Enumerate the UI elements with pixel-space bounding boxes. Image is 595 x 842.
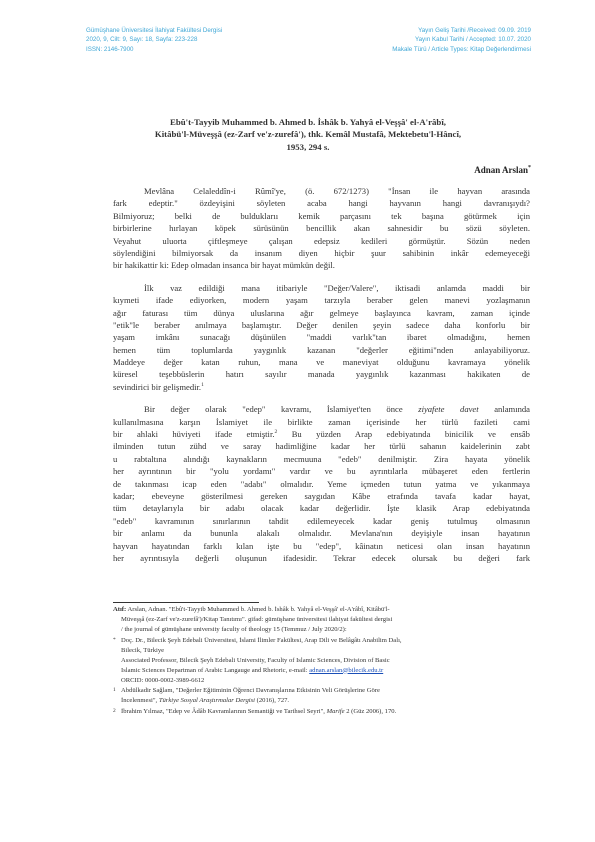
article-body <box>113 185 530 574</box>
author-email-link[interactable]: adnan.arslan@bilecik.edu.tr <box>309 666 384 674</box>
body-line: "edeb" kavramının sınırlarının tahdit edilemeyecek kadar geniş tutulmuş olmasının <box>113 515 530 526</box>
body-line: "etik"le beraber anılmaya başlamıştır. Değer denilen şeyin sadece daha konforlu bir <box>113 319 530 330</box>
received-date: Yayın Geliş Tarihi /Received: 09.09. 2019 <box>418 27 531 34</box>
body-line: Bir değer olarak "edep" kavramı, İslamiyet'ten önce ziyafete davet anlamında <box>144 404 530 415</box>
body-line: ilminden tutun zühd ve saray hadimliğine kadar her türlü sahanın kaidelerinin zabt <box>113 441 530 452</box>
orcid: ORCID: 0000-0002-3989-6612 <box>121 676 205 684</box>
body-line: kadar; ebeveyne gösterilmesi gereken saygıdan Kâbe etrafında tavafa kadar hayat, <box>113 490 530 501</box>
body-line: her ayrıntısıyla değerli oluşunun ifadesidir. Tekrar edecek olursak bu değeri fark <box>113 552 530 563</box>
body-line: u rabtaltına alındığı kaynakların mecmuuna "edeb" denilmiştir. Zira hayata yönelik <box>113 453 530 464</box>
body-line: tüm detaylarıyla bir adabı olacak kadar değerlidir. İşte klasik Arap edebiyatında <box>113 503 530 514</box>
paragraph-1 <box>113 185 530 272</box>
footnote-divider <box>113 602 259 603</box>
body-line: bir ahlaki hüviyeti ifade etmiştir.$^2$ Bu yüzden Arap edebiyatında binicilik ve ensâb <box>113 429 530 440</box>
body-line: de takınması icap eden "adabı" olmalıdır. Yeme içmeden tutun yatma ve yıkanmaya <box>113 478 530 489</box>
journal-issn: ISSN: 2146-7900 <box>86 45 134 53</box>
paragraph-3 <box>113 403 530 564</box>
body-line: Bilmiyoruz; belki de bulduklarıı kemik parçasını tek başına götürmek için <box>113 210 530 221</box>
author-name: Adnan Arslan* <box>474 165 531 175</box>
footnote-2: 2 İbrahim Yılmaz, "Edep ve Âdâb Kavramlarının Semantiği ve Tarihsel Seyri", Marife 2 (Güz 2006), 170. <box>113 707 397 715</box>
body-line: kıymeti ifade ediyorken, modern yaşam tarzıyla beraber gelen manevi yozlaşmanın <box>113 295 530 306</box>
body-line: küresel teşebbüslerin hatırı sayılır manada yaygınlık kazanması hakikaten de <box>113 369 530 380</box>
body-line: Maddeye değer katan ruhun, mana ve maneviyat olduğunu kavramaya yönelik <box>113 357 530 368</box>
journal-name: Gümüşhane Üniversitesi İlahiyat Fakültesi Dergisi <box>86 27 223 34</box>
article-title <box>86 116 530 153</box>
author-note-mark: * <box>528 165 531 171</box>
body-line: söylendiğini bilmiyorsak da insanım diyen hiçbir şuur sahibinin inkâr edemeyeceği <box>113 247 530 258</box>
footnote-ref-1[interactable]: 1 <box>201 382 204 388</box>
footnote-ref-2[interactable]: 2 <box>274 429 278 436</box>
footnote-1: 1 Abdülkadir Sağlam, "Değerler Eğitiminin Öğrenci Davranışlarına Etkisinin Veli Görüşlerine Göre İncelenmesi", Türkiye Sosyal Araştırmalar Dergisi (2016), 727. <box>113 687 380 704</box>
accepted-date: Yayın Kabul Tarihi / Accepted: 10.07. 2020 <box>414 36 531 44</box>
journal-header <box>86 26 326 54</box>
journal-issue: 2020, 9, Cilt: 9, Sayı: 18, Sayfa: 223-228 <box>86 36 198 44</box>
citation-line: / the journal of gümüşhane university faculty of theology 15 (Temmuz / July 2020/2): <box>121 626 347 633</box>
body-line: Veyahut uluorta çiftleşmeye çalışan edepsiz kedileri görmüştür. Sözün neden <box>113 235 530 246</box>
body-line: kullanılmasına karşın İslamiyet ile birlikte zaman içerisinde her türlü fazileti cami <box>113 416 530 427</box>
body-line: yaşam imkânı sunacağı düşünülen "maddi varlık"tan ibaret olmadığını, hemen <box>113 332 530 343</box>
title-line: Ebû't-Tayyib Muhammed b. Ahmed b. İshâk b. Yahyâ el-Veşşâ' el-A'râbî, <box>170 117 446 127</box>
body-line: Mevlâna Celaleddîn-i Rûmî'ye, (ö. 672/1273) "İnsan ile hayvan arasında <box>144 186 530 196</box>
citation-line: Müveşşâ (ez-Zarf ve'z-zurefâ')/Kitap Tanıtımı". gifad: gümüşhane üniversitesi ilahiyat fakültesi dergisi <box>121 616 393 623</box>
body-line: hemen tüm toplumlarda yaygınlık kazanan "değerler eğitimi"nden anlayabiliyoruz. <box>113 344 530 355</box>
body-line: ağır faturası tüm dünya uluslarına ağır gelmeye başlayınca kavram, zaman içinde <box>113 307 530 318</box>
body-line: hayvan hayatından farklı kılan işte bu "edep", kâinatın neticesi olan insan hayatının <box>113 540 530 551</box>
body-line: her ayrıntının bir "yolu yordamı" vardır ve bu ayrıntılarla mübaşeret eden fertlerin <box>113 466 530 477</box>
body-line: bir anlamı da bununla alakalı olmalıdır. Mevlana'nın deyişiyle insan hayatının <box>113 528 530 539</box>
citation-note: Atıf: Arslan, Adnan. "Ebû't-Tayyib Muhammed b. Ahmed b. İshâk b. Yahyâ el-Veşşâ' el-A'râbî, Kitâbü'l- Müveşşâ (ez-Zarf ve'z-zurefâ')/Kitap Tanıtımı". gifad: gümüşhane üniversitesi ilahiyat fakültesi dergisi / the journal of gümüşhane university faculty of theology 15 (Temmuz / July 2020/2): <box>113 605 530 635</box>
body-line: İlk vaz edildiği mana itibariyle "Değer/Valere", iktisadi anlamda maddi bir <box>144 282 530 293</box>
paragraph-2 <box>113 282 530 394</box>
citation-label: Atıf: <box>113 606 127 613</box>
article-dates <box>291 26 531 54</box>
title-line: 1953, 294 s. <box>286 141 330 152</box>
title-line: Kitâbü'l-Müveşşâ (ez-Zarf ve'z-zurefâ'), thk. Kemâl Mustafâ, Mektebetu'l-Hâncî, <box>154 129 462 140</box>
body-line: bir hakikattir ki: Edep olmadan insanca bir hayat mümkün değil. <box>113 260 335 271</box>
author-affiliation-note: * Doç. Dr., Bilecik Şeyh Edebali Üniversitesi, İslami İlimler Fakültesi, Arap Dili ve Belâgâtı Anabilim Dalı, Bilecik, Türkiye Associated Professor, Bilecik Şeyh Edebali University, Faculty of Islamic Sciences, Division of Basic Islamic Sciences Departman of Arabic Langauge and Rhetoric, e-mail: adnan.arslan@bilecik.edu.tr ORCID: 0000-0002-3989-6612 <box>113 636 530 686</box>
body-line: sevindirici bir gelişmedir.$^1$ <box>113 381 204 392</box>
footnotes <box>113 605 530 717</box>
article-type: Makale Türü / Article Types: Kitap Değerlendirmesi <box>392 45 531 53</box>
body-line: fark edeptir." özdeyişini söyleten acaba hangi hayvanın hangi davranışıydı? <box>113 198 530 209</box>
body-line: birbirlerine hırlayan köpek sürüsünün bencillik akan sahnesidir bu sözü söyleten. <box>113 223 530 234</box>
